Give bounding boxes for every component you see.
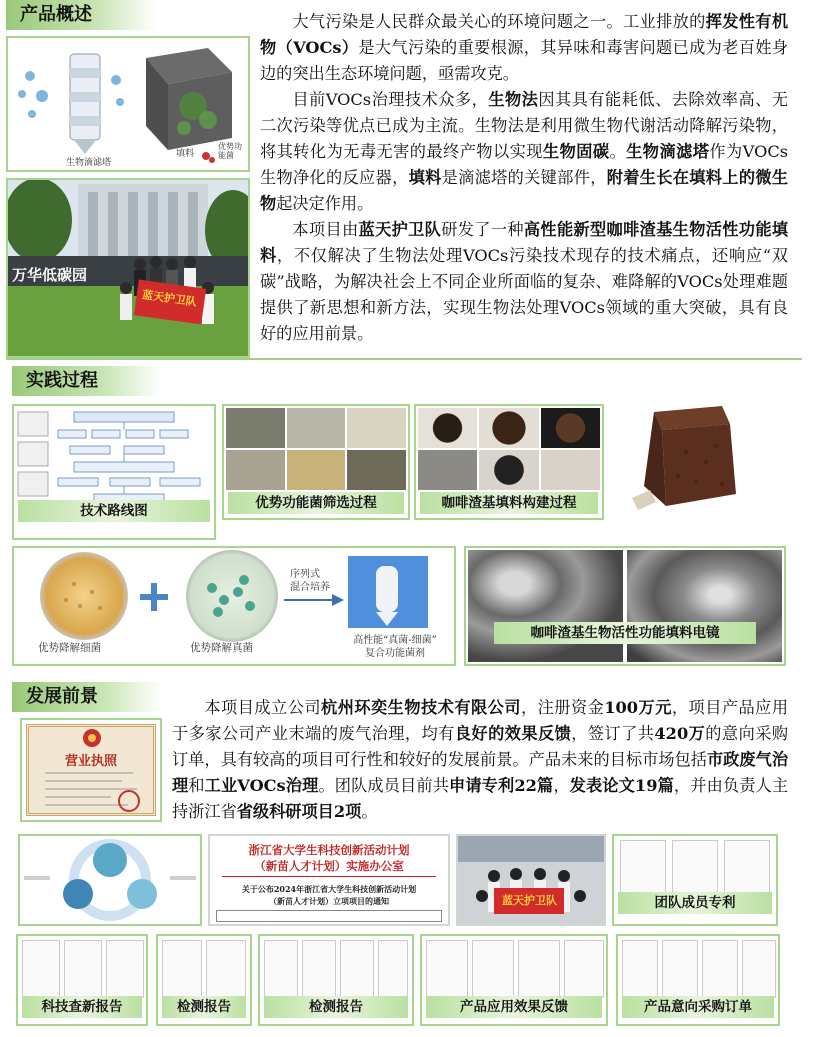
team-photo [6,178,250,358]
patent-page [672,840,718,900]
section-title-prospects: 发展前景 [12,682,162,712]
composite-agent-image [12,546,456,666]
emphasis-text: 生物固碳 [542,142,610,161]
license-title: 营业执照 [64,754,117,769]
culture-label: 序列式 混合培养 [290,569,330,593]
lab-photo-grid [226,408,406,490]
license-text-line [45,796,111,798]
report-page [378,940,408,998]
sem-photo-left [468,550,623,662]
sem-image [464,546,786,666]
overview-paragraph-2: 目前VOCs治理技术众多，生物法因其具有能耗低、去除效率高、无二次污染等优点已成为主流。生物法是利用微生物代谢活动降解污染物，将其转化为无毒无害的最终产物以实现生物固碳。生物滴滤塔作为VOCs生物净化的反应器，填料是滴滤塔的关键部件，附着生长在填料上的微生物起决定作用。 [260,90,789,213]
feedback-page [564,940,604,998]
caption-patents: 团队成员专利 [618,892,772,914]
caption-screening: 优势功能菌筛选过程 [228,492,404,514]
purchase-order-image [616,934,780,1026]
feedback-page [426,940,468,998]
emphasis-text: 附着生长在填料上的微生物 [260,168,789,213]
patent-page [620,840,666,900]
market-diagram-image [18,834,202,926]
biofilter-diagram [6,36,250,172]
test-report-image-2 [258,934,414,1026]
filler-photo-grid [418,408,600,490]
caption-feedback: 产品应用效果反馈 [426,996,602,1018]
filler-construction-image [414,404,604,520]
tech-roadmap-image [12,404,216,540]
overview-text [260,9,788,347]
feedback-page [518,940,560,998]
report-page [64,940,102,998]
section-divider [6,358,802,360]
report-page [340,940,374,998]
biofilter-illustration [8,38,248,170]
emphasis-text: 杭州环奕生物技术有限公司 [321,698,521,717]
emphasis-text: 填料 [408,168,442,187]
section-title-overview: 产品概述 [6,0,156,30]
notice-rule [222,876,436,877]
license-text-line [45,804,129,806]
report-page [106,940,144,998]
team-banner-scene [458,836,604,924]
patents-image [612,834,778,926]
emphasis-text: 市政废气治理 [172,750,789,795]
emphasis-text: 申请专利22篇 [449,776,554,795]
order-page [662,940,698,998]
report-page [22,940,60,998]
emphasis-text: 良好的效果反馈 [454,724,572,743]
caption-test-2: 检测报告 [264,996,408,1018]
report-page [206,940,246,998]
agent-label: 高性能“真菌-细菌” 复合功能菌剂 [353,635,437,659]
filler-photo [541,408,600,448]
report-page [302,940,336,998]
emphasis-text: 生物滴滤塔 [626,142,710,161]
caption-filler-build: 咖啡渣基填料构建过程 [420,492,598,514]
section-title-practice: 实践过程 [12,366,162,396]
sem-photo-right [627,550,782,662]
test-report-image-1 [156,934,252,1026]
report-page [264,940,298,998]
emphasis-text: 高性能新型咖啡渣基生物活性功能填料 [260,220,789,265]
lab-photo [287,450,346,490]
filler-photo [541,450,600,490]
emphasis-text: 发表论文19篇 [569,776,674,795]
bacteria-dish-label: 优势降解细菌 [38,642,101,654]
caption-order: 产品意向采购订单 [622,996,774,1018]
filler-label: 填料 [176,149,195,159]
screening-process-image [222,404,410,520]
patent-page [724,840,770,900]
bacteria-label: 优势功能菌 [218,142,242,160]
filler-photo [418,450,477,490]
notice-head-2: （新苗人才计划）实施办公室 [254,859,404,873]
lab-photo [226,408,285,448]
lab-photo [347,408,406,448]
report-page [162,940,202,998]
team-banner-photo [456,834,606,926]
order-page [702,940,738,998]
feedback-image [420,934,608,1026]
lab-photo [226,450,285,490]
overview-paragraph-3: 本项目由蓝天护卫队研发了一种高性能新型咖啡渣基生物活性功能填料，不仅解决了生物法处理VOCs污染技术现存的技术痛点，还响应“双碳”战略，为解决社会上不同企业所面临的复杂、难降解的VOCs处理难题提供了新思想和新方法，实现生物法处理VOCs领域的重大突破，具有良好的应用前景。 [260,220,789,343]
caption-sem: 咖啡渣基生物活性功能填料电镜 [494,622,756,644]
caption-roadmap: 技术路线图 [18,500,210,522]
license-seal [118,790,140,812]
lab-photo [347,450,406,490]
team-banner-text: 蓝天护卫队 [502,894,557,907]
filler-photo [479,408,538,448]
license-text-line [45,780,122,782]
market-diagram [20,836,200,924]
emphasis-text: 生物法 [488,90,539,109]
emphasis-text: 挥发性有机物（VOCs） [260,12,789,57]
feedback-page [472,940,514,998]
order-page [742,940,776,998]
tower-label: 生物滴滤塔 [66,158,112,168]
prospects-paragraph: 本项目成立公司杭州环奕生物技术有限公司，注册资金100万元，项目产品应用于多家公司产业末端的废气治理，均有良好的效果反馈，签订了共420万的意向采购订单，具有较高的项目可行性和较好的发展前景。产品未来的目标市场包括市政废气治理和工业VOCs治理。团队成员目前共申请专利22篇，发表论文19篇，并由负责人主持浙江省省级科研项目2项。 [172,698,789,821]
emphasis-text: 100万元 [604,698,672,717]
emphasis-text: 蓝天护卫队 [358,220,442,239]
business-license-image [20,718,162,822]
order-page [622,940,658,998]
overview-paragraph-1: 大气污染是人民群众最关心的环境问题之一。工业排放的挥发性有机物（VOCs）是大气污染的重要根源，其异味和毒害问题已成为老百姓身边的突出生态环境问题，亟需攻克。 [260,12,789,83]
team-banner: 蓝天护卫队 [141,288,198,309]
notice-table [216,910,442,922]
filler-photo [479,450,538,490]
filler-photo [418,408,477,448]
caption-test-1: 检测报告 [162,996,246,1018]
prospects-text [172,695,788,825]
emphasis-text: 省级科研项目2项 [236,802,362,821]
novelty-report-image [16,934,148,1026]
lab-photo [287,408,346,448]
emphasis-text: 工业VOCs治理 [204,776,319,795]
fungi-dish-label: 优势降解真菌 [190,642,253,654]
notice-head-1: 浙江省大学生科技创新活动计划 [248,843,410,857]
license-text-line [45,772,133,774]
notice-subtitle-2: （新苗人才计划）立项项目的通知 [269,896,389,906]
building-sign: 万华低碳园 [12,266,88,284]
license-text-line [45,788,137,790]
notice-subtitle: 关于公布2024年浙江省大学生科技创新活动计划 [241,884,417,894]
emphasis-text: 420万 [654,724,706,743]
coffee-filler-sample [626,402,746,514]
provincial-notice-image [208,834,450,926]
caption-novelty: 科技查新报告 [22,996,142,1018]
national-emblem-icon [82,728,102,748]
